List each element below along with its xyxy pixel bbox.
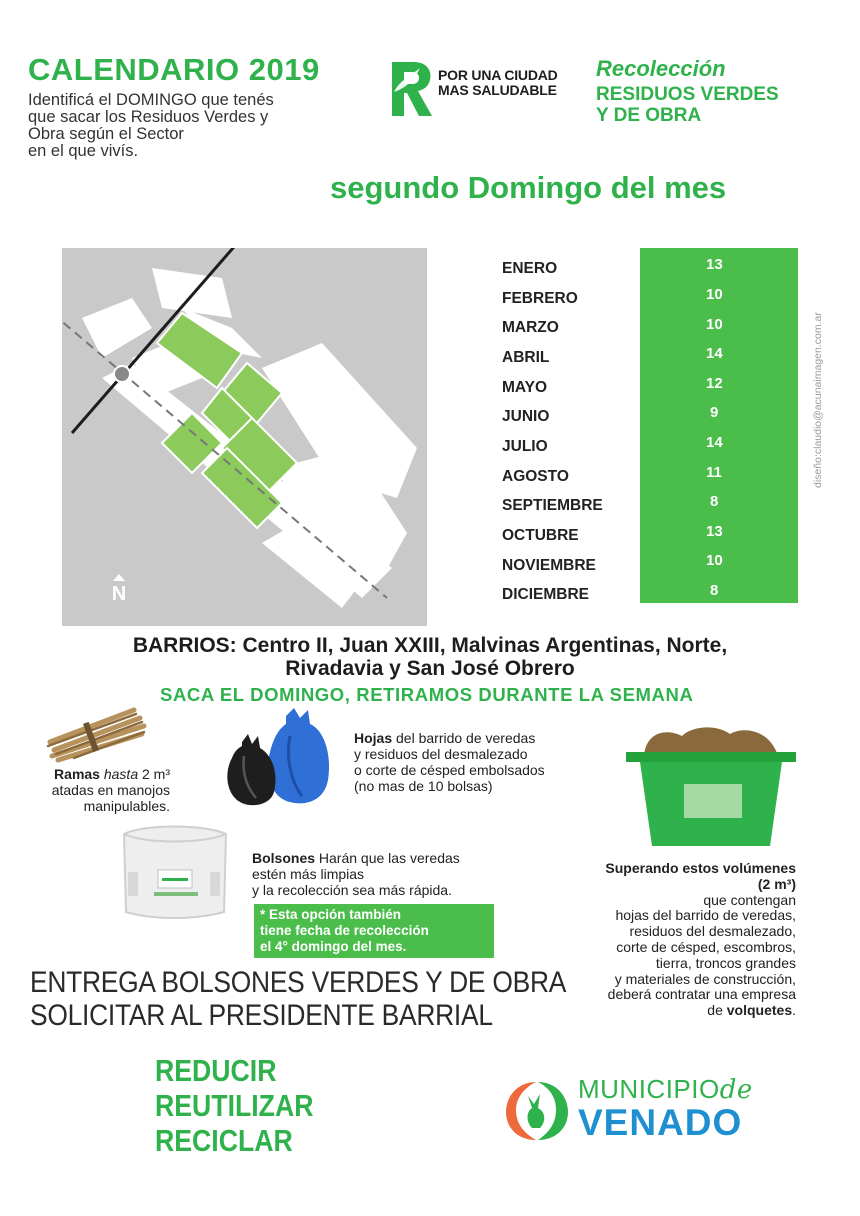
day-value: 14	[706, 434, 723, 451]
month-name: ABRIL	[502, 348, 550, 366]
month-row	[502, 313, 642, 343]
dumpster-icon	[626, 722, 796, 850]
day-value: 13	[706, 256, 723, 273]
month-name: MARZO	[502, 319, 559, 337]
month-name: AGOSTO	[502, 467, 569, 485]
saca-banner: SACA EL DOMINGO, RETIRAMOS DURANTE LA SEMANA	[160, 684, 694, 705]
month-row	[502, 551, 642, 581]
hojas-text: Hojas del barrido de veredas y residuos del desmalezado o corte de césped embolsados (no mas de 10 bolsas)	[354, 730, 545, 794]
month-name: NOVIEMBRE	[502, 556, 596, 574]
month-row	[502, 462, 642, 492]
day-value: 9	[710, 404, 719, 421]
slogan: POR UNA CIUDAD MAS SALUDABLE	[438, 67, 558, 98]
recoleccion-heading: Recolección	[596, 56, 726, 81]
design-credit	[808, 250, 826, 490]
bolsones-text: Bolsones Harán que las veredas estén más limpias y la recolección sea más rápida.	[252, 850, 460, 898]
day-value: 11	[706, 464, 722, 481]
day-value: 8	[710, 582, 719, 599]
schedule-subtitle: segundo Domingo del mes	[330, 170, 727, 205]
month-name: ENERO	[502, 259, 558, 277]
month-row	[502, 581, 642, 611]
superando-text: Superando estos volúmenes (2 m³) que contengan hojas del barrido de veredas, residuos del desmalezado, corte de césped, escombros, tierra, troncos grandes y materiales de construcción, deberá contratar una empresa de volquetes.	[605, 860, 796, 1019]
option-note: * Esta opción también tiene fecha de recolección el 4° domingo del mes.	[254, 904, 494, 958]
venado-word: VENADO	[578, 1102, 743, 1143]
municipio-word: MUNICIPIOde	[578, 1074, 753, 1105]
month-row	[502, 492, 642, 522]
month-name: MAYO	[502, 378, 548, 396]
month-row	[502, 373, 642, 403]
ramas-text: Ramas hasta 2 m³ atadas en manojos manipulables.	[51, 766, 170, 814]
month-name: OCTUBRE	[502, 527, 579, 545]
municipio-logo-icon	[502, 1078, 572, 1142]
residuos-heading: RESIDUOS VERDES Y DE OBRA	[596, 84, 779, 126]
month-list	[502, 254, 642, 610]
day-value: 10	[706, 316, 723, 333]
garbage-bags-icon	[220, 706, 338, 810]
day-column	[640, 248, 798, 603]
branches-icon	[44, 702, 148, 764]
month-name: FEBRERO	[502, 289, 578, 307]
month-row	[502, 254, 642, 284]
intro-text: Identificá el DOMINGO que tenés que sacar los Residuos Verdes y Obra según el Sector en el que vivís.	[28, 91, 274, 160]
barrios-list: BARRIOS: Centro II, Juan XXIII, Malvinas Argentinas, Norte, Rivadavia y San José Obrero	[132, 634, 728, 680]
day-value: 8	[710, 493, 719, 510]
sector-map	[62, 248, 427, 626]
day-value: 14	[706, 345, 723, 362]
calendar-title: CALENDARIO 2019	[28, 52, 320, 87]
day-value: 12	[706, 375, 723, 392]
month-row	[502, 432, 642, 462]
month-name: JUNIO	[502, 408, 550, 426]
month-row	[502, 284, 642, 314]
credit-text: diseño:claudio@acunaimagen.com.ar	[812, 312, 824, 488]
day-value: 13	[706, 523, 723, 540]
month-row	[502, 402, 642, 432]
entrega-text: ENTREGA BOLSONES VERDES Y DE OBRA SOLICITAR AL PRESIDENTE BARRIAL	[30, 966, 567, 1032]
north-label: N	[111, 583, 127, 605]
month-row	[502, 343, 642, 373]
month-name: SEPTIEMBRE	[502, 497, 603, 515]
month-name: JULIO	[502, 437, 548, 455]
month-name: DICIEMBRE	[502, 586, 589, 604]
month-row	[502, 521, 642, 551]
big-bag-icon	[114, 820, 234, 920]
day-value: 10	[706, 286, 723, 303]
r-logo-icon	[390, 58, 434, 118]
day-value: 10	[706, 552, 723, 569]
reduce-reuse-recycle: REDUCIR REUTILIZAR RECICLAR	[155, 1053, 314, 1158]
